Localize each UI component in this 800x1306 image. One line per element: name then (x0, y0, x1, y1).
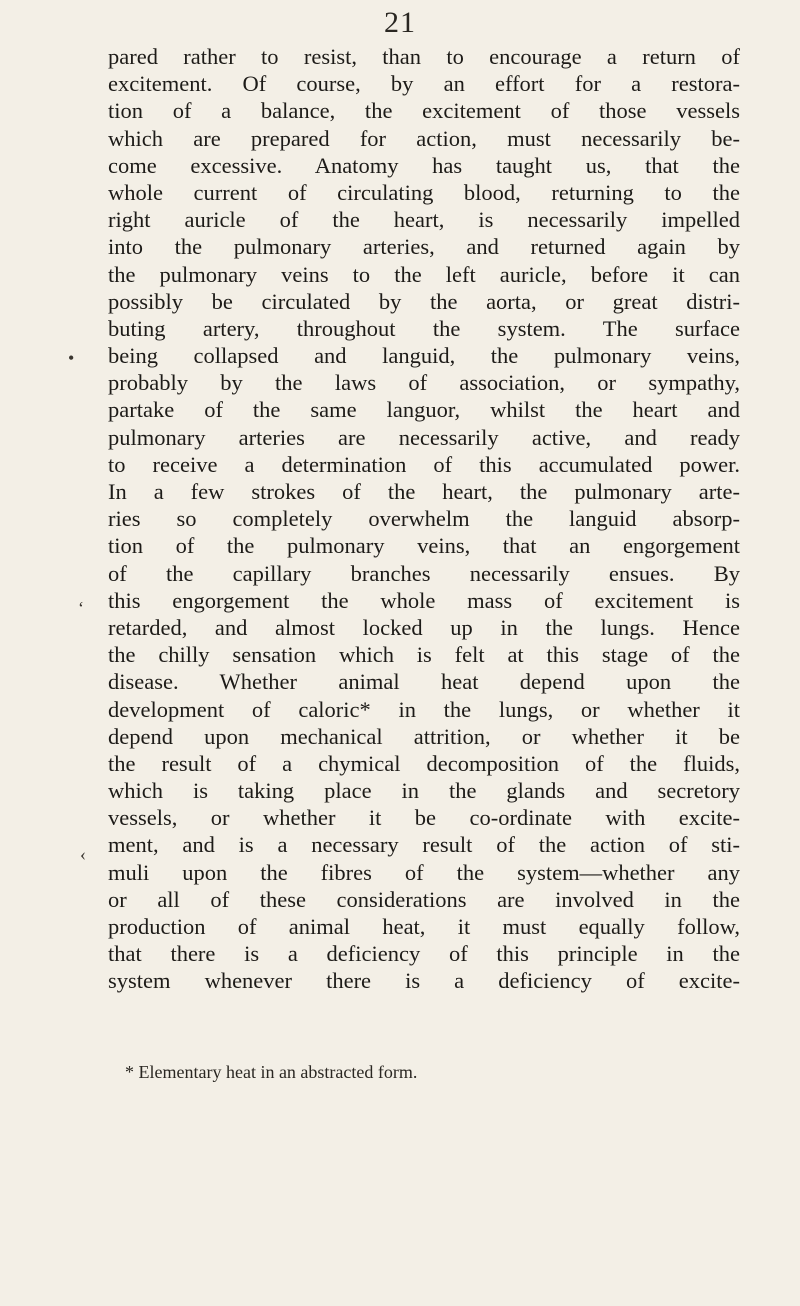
text-line: which are prepared for action, must necessarily be- (108, 125, 740, 151)
footnote: * Elementary heat in an abstracted form. (125, 1062, 418, 1082)
text-line: into the pulmonary arteries, and returned again by (108, 234, 740, 260)
text-line: depend upon mechanical attrition, or whether it be (108, 723, 740, 749)
text-line: tion of the pulmonary veins, that an engorgement (108, 533, 740, 559)
margin-mark: ‹ (80, 844, 86, 864)
text-line: right auricle of the heart, is necessarily impelled (108, 207, 740, 233)
text-line: the pulmonary veins to the left auricle, before it can (108, 261, 740, 287)
text-line: ment, and is a necessary result of the action of sti- (108, 832, 740, 858)
text-line: system whenever there is a deficiency of excite- (108, 968, 740, 994)
text-line: partake of the same languor, whilst the heart and (108, 397, 740, 423)
text-line: that there is a deficiency of this principle in the (108, 941, 740, 967)
text-line: of the capillary branches necessarily ensues. By (108, 560, 740, 586)
text-line: the result of a chymical decomposition of the fluids, (108, 750, 740, 776)
text-line: possibly be circulated by the aorta, or great distri- (108, 288, 740, 314)
text-line: vessels, or whether it be co-ordinate with excite- (108, 805, 740, 831)
text-line: whole current of circulating blood, returning to the (108, 179, 740, 205)
text-line: In a few strokes of the heart, the pulmonary arte- (108, 479, 740, 504)
text-line: pulmonary arteries are necessarily active, and ready (108, 424, 740, 450)
text-line: tion of a balance, the excitement of those vessels (108, 98, 740, 124)
text-line: or all of these considerations are involved in the (108, 886, 740, 912)
text-line: pared rather to resist, than to encourage a return of (108, 44, 740, 69)
margin-mark: • (68, 348, 75, 368)
text-line: which is taking place in the glands and secretory (108, 778, 740, 804)
text-line: disease. Whether animal heat depend upon the (108, 669, 740, 695)
page-number: 21 (384, 6, 416, 39)
text-line: to receive a determination of this accumulated power. (108, 451, 740, 477)
body-text (108, 43, 740, 995)
text-line: excitement. Of course, by an effort for a restora- (108, 71, 740, 97)
margin-mark: ‘ (78, 598, 84, 618)
text-line: this engorgement the whole mass of excitement is (108, 587, 740, 613)
text-line: probably by the laws of association, or sympathy, (108, 370, 740, 396)
text-line: production of animal heat, it must equally follow, (108, 914, 740, 939)
text-line: muli upon the fibres of the system—whether any (108, 859, 740, 885)
text-line: development of caloric* in the lungs, or whether it (108, 696, 740, 722)
text-line: come excessive. Anatomy has taught us, that the (108, 152, 740, 178)
text-line: buting artery, throughout the system. The surface (108, 315, 740, 341)
text-line: being collapsed and languid, the pulmonary veins, (108, 343, 740, 369)
text-line: retarded, and almost locked up in the lungs. Hence (108, 614, 740, 640)
text-line: the chilly sensation which is felt at this stage of the (108, 642, 740, 668)
text-line: ries so completely overwhelm the languid absorp- (108, 506, 740, 532)
